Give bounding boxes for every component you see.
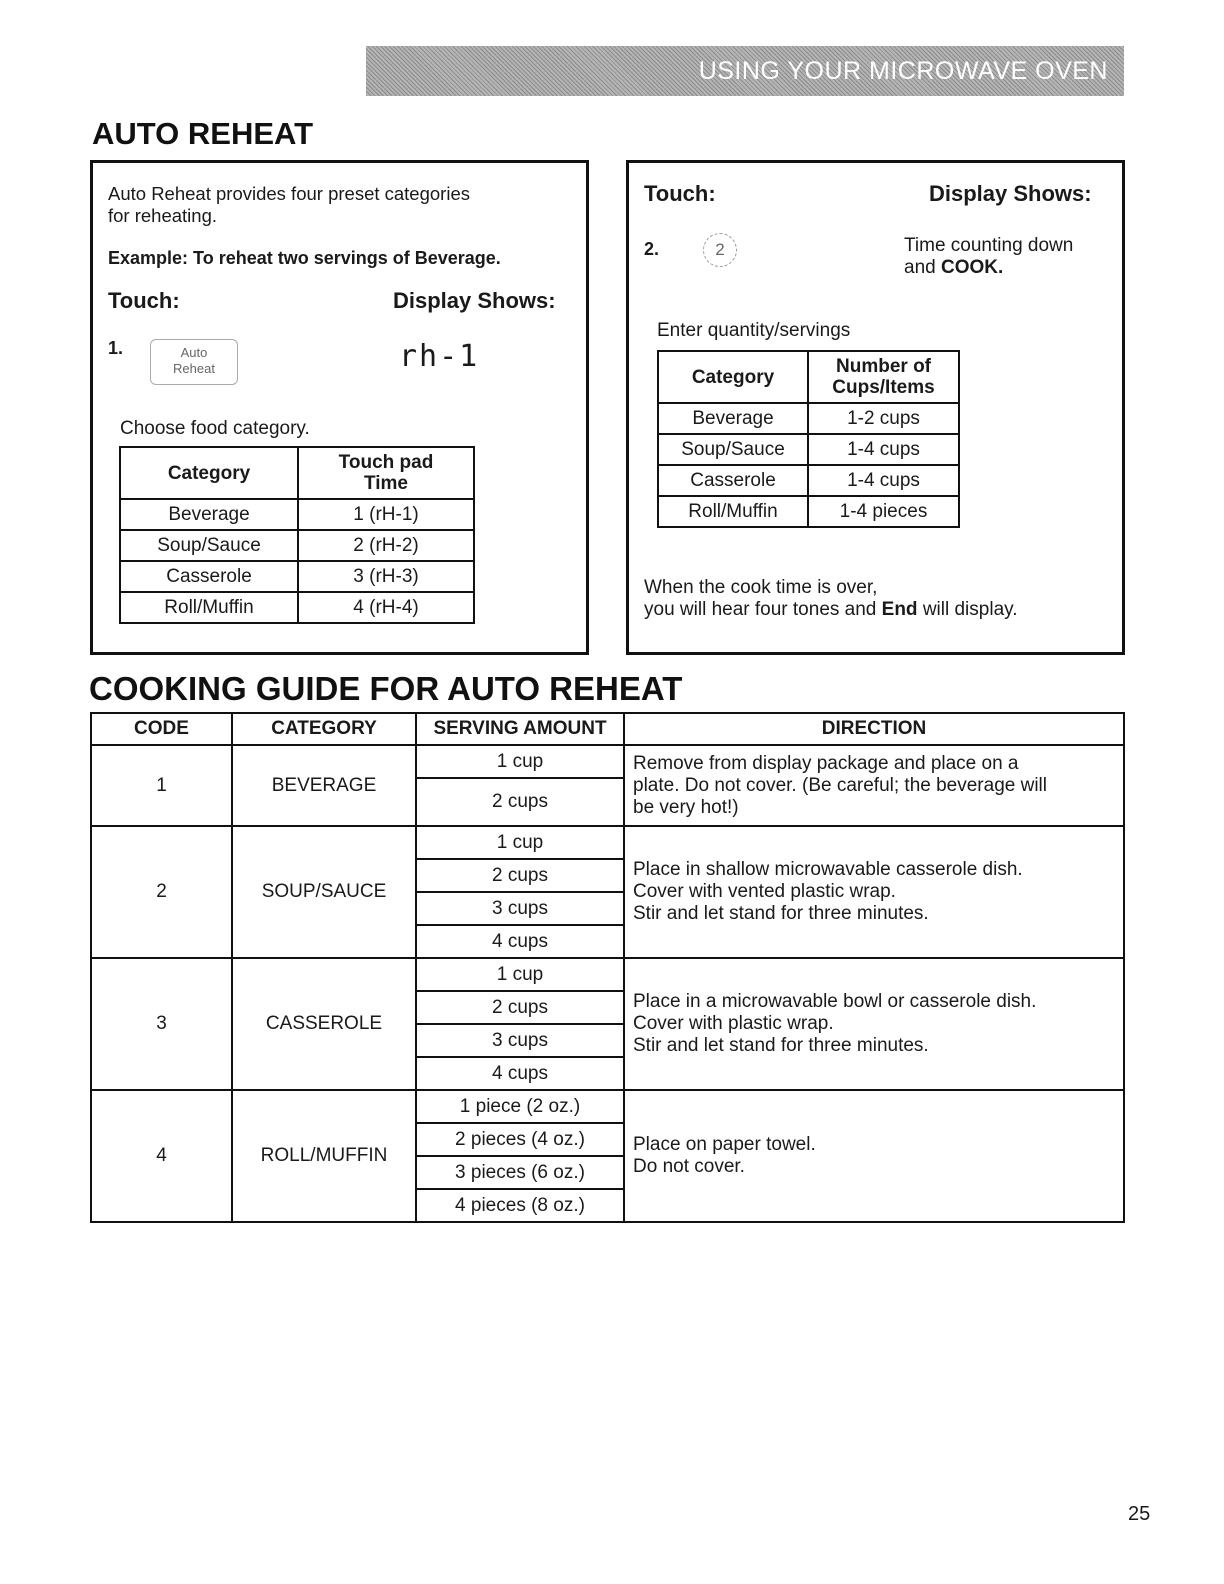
col-number-line1: Number of — [836, 356, 931, 377]
end-suffix: will display. — [922, 599, 1018, 620]
table-row — [120, 561, 474, 592]
cell-direction — [624, 826, 1124, 958]
col-touchpad — [298, 447, 474, 499]
end-line2 — [644, 599, 1018, 621]
amount: 2 cups — [417, 990, 623, 1023]
cell-quantity: 1-4 pieces — [808, 496, 959, 527]
cell-amounts — [416, 1090, 624, 1222]
auto-reheat-pad[interactable] — [150, 339, 238, 385]
col-direction: DIRECTION — [624, 713, 1124, 745]
intro-line-2: for reheating. — [108, 205, 218, 226]
amount: 3 pieces (6 oz.) — [417, 1155, 623, 1188]
pad-label-2: Reheat — [173, 361, 215, 376]
cell-category: Beverage — [120, 499, 298, 530]
cell-touchpad: 2 (rH-2) — [298, 530, 474, 561]
cell-category: Roll/Muffin — [658, 496, 808, 527]
direction-line: Stir and let stand for three minutes. — [633, 903, 929, 924]
amount: 4 pieces (8 oz.) — [417, 1188, 623, 1221]
cell-category: Beverage — [658, 403, 808, 434]
cell-category: SOUP/SAUCE — [232, 826, 416, 958]
step2-display-line1: Time counting down — [904, 235, 1074, 256]
direction-line: Place in a microwavable bowl or casserole dish. — [633, 991, 1037, 1012]
table-row — [658, 403, 959, 434]
amount: 1 piece (2 oz.) — [459, 1096, 581, 1117]
cell-touchpad: 4 (rH-4) — [298, 592, 474, 623]
amount: 3 cups — [417, 1023, 623, 1056]
table-row — [658, 496, 959, 527]
table-row — [120, 499, 474, 530]
end-prefix: you will hear four tones and — [644, 599, 877, 620]
amount: 1 cup — [496, 832, 544, 853]
auto-reheat-title: AUTO REHEAT — [92, 116, 314, 151]
col-serving-amount: SERVING AMOUNT — [416, 713, 624, 745]
example-text: Example: To reheat two servings of Beverage. — [108, 248, 501, 268]
cell-code: 1 — [91, 745, 232, 826]
guide-row — [91, 958, 1124, 1090]
pad-label-1: Auto — [180, 345, 208, 360]
display-heading: Display Shows: — [393, 288, 556, 313]
col-touchpad-line2: Time — [363, 473, 408, 494]
enter-quantity-text: Enter quantity/servings — [657, 320, 851, 341]
direction-line: Place in shallow microwavable casserole dish. — [633, 859, 1023, 880]
cell-touchpad: 3 (rH-3) — [298, 561, 474, 592]
step1-display-readout: rh-1 — [399, 339, 480, 374]
step-1-number: 1. — [108, 338, 124, 358]
auto-reheat-step2-box — [626, 160, 1125, 655]
guide-header-row — [91, 713, 1124, 745]
col-category: CATEGORY — [232, 713, 416, 745]
cell-category: BEVERAGE — [232, 745, 416, 826]
cell-code: 2 — [91, 826, 232, 958]
col-code: CODE — [91, 713, 232, 745]
quantity-table — [657, 350, 960, 528]
cell-quantity: 1-4 cups — [808, 465, 959, 496]
choose-category-text: Choose food category. — [120, 418, 310, 439]
cell-category: ROLL/MUFFIN — [232, 1090, 416, 1222]
cell-code: 4 — [91, 1090, 232, 1222]
table-row — [658, 465, 959, 496]
cell-amounts — [416, 745, 624, 826]
direction-line: Do not cover. — [633, 1156, 745, 1177]
cell-category: CASSEROLE — [232, 958, 416, 1090]
amount: 2 cups — [417, 777, 623, 825]
cell-amounts — [416, 958, 624, 1090]
table-row — [658, 434, 959, 465]
direction-line: Stir and let stand for three minutes. — [633, 1035, 929, 1056]
direction-line: Place on paper towel. — [633, 1134, 816, 1155]
direction-line: Cover with plastic wrap. — [633, 1013, 834, 1034]
amount: 4 cups — [417, 1056, 623, 1089]
display-heading-2: Display Shows: — [929, 181, 1092, 206]
number-2-key[interactable]: 2 — [703, 233, 737, 267]
end-notice — [644, 577, 1018, 621]
direction-line: be very hot!) — [633, 796, 739, 818]
cooking-guide-title: COOKING GUIDE FOR AUTO REHEAT — [89, 670, 683, 707]
section-banner — [366, 46, 1124, 96]
cell-direction — [624, 1090, 1124, 1222]
direction-line: plate. Do not cover. (Be careful; the beverage will — [633, 774, 1048, 796]
col-number — [808, 351, 959, 403]
table-header-row — [120, 447, 474, 499]
banner-text: USING YOUR MICROWAVE OVEN — [698, 56, 1108, 85]
col-number-line2: Cups/Items — [832, 377, 935, 398]
step-2-number: 2. — [644, 239, 660, 259]
amount: 1 cup — [496, 964, 544, 985]
end-line1: When the cook time is over, — [644, 577, 878, 598]
cell-category: Casserole — [658, 465, 808, 496]
step2-display-prefix: and — [904, 257, 936, 278]
col-touchpad-line1: Touch pad — [338, 452, 434, 473]
cell-category: Soup/Sauce — [658, 434, 808, 465]
touch-heading: Touch: — [108, 288, 180, 313]
cell-direction — [624, 745, 1124, 826]
end-bold: End — [881, 599, 918, 620]
guide-row — [91, 826, 1124, 958]
table-row — [120, 592, 474, 623]
cell-category: Roll/Muffin — [120, 592, 298, 623]
cell-direction — [624, 958, 1124, 1090]
auto-reheat-step1-box — [90, 160, 589, 655]
cooking-guide-table — [90, 712, 1125, 1223]
cell-touchpad: 1 (rH-1) — [298, 499, 474, 530]
cell-category: Soup/Sauce — [120, 530, 298, 561]
step2-display-cook: COOK. — [940, 257, 1004, 278]
table-header-row — [658, 351, 959, 403]
touch-heading-2: Touch: — [644, 181, 716, 206]
amount: 2 cups — [417, 858, 623, 891]
amount: 3 cups — [417, 891, 623, 924]
amount: 2 pieces (4 oz.) — [417, 1122, 623, 1155]
intro-text — [108, 183, 528, 227]
amount: 4 cups — [417, 924, 623, 957]
guide-row — [91, 745, 1124, 826]
cell-quantity: 1-4 cups — [808, 434, 959, 465]
cell-amounts — [416, 826, 624, 958]
cell-quantity: 1-2 cups — [808, 403, 959, 434]
cell-category: Casserole — [120, 561, 298, 592]
col-category: Category — [658, 351, 808, 403]
amount: 1 cup — [496, 751, 544, 772]
cell-code: 3 — [91, 958, 232, 1090]
intro-line-1: Auto Reheat provides four preset categories — [108, 183, 470, 204]
page-number: 25 — [1128, 1503, 1151, 1525]
table-row — [120, 530, 474, 561]
category-touchpad-table — [119, 446, 475, 624]
direction-line: Cover with vented plastic wrap. — [633, 881, 896, 902]
step2-display-text — [904, 235, 1073, 279]
step2-display-line2 — [904, 257, 1073, 279]
direction-line: Remove from display package and place on a — [633, 752, 1019, 774]
col-category: Category — [120, 447, 298, 499]
guide-row — [91, 1090, 1124, 1222]
